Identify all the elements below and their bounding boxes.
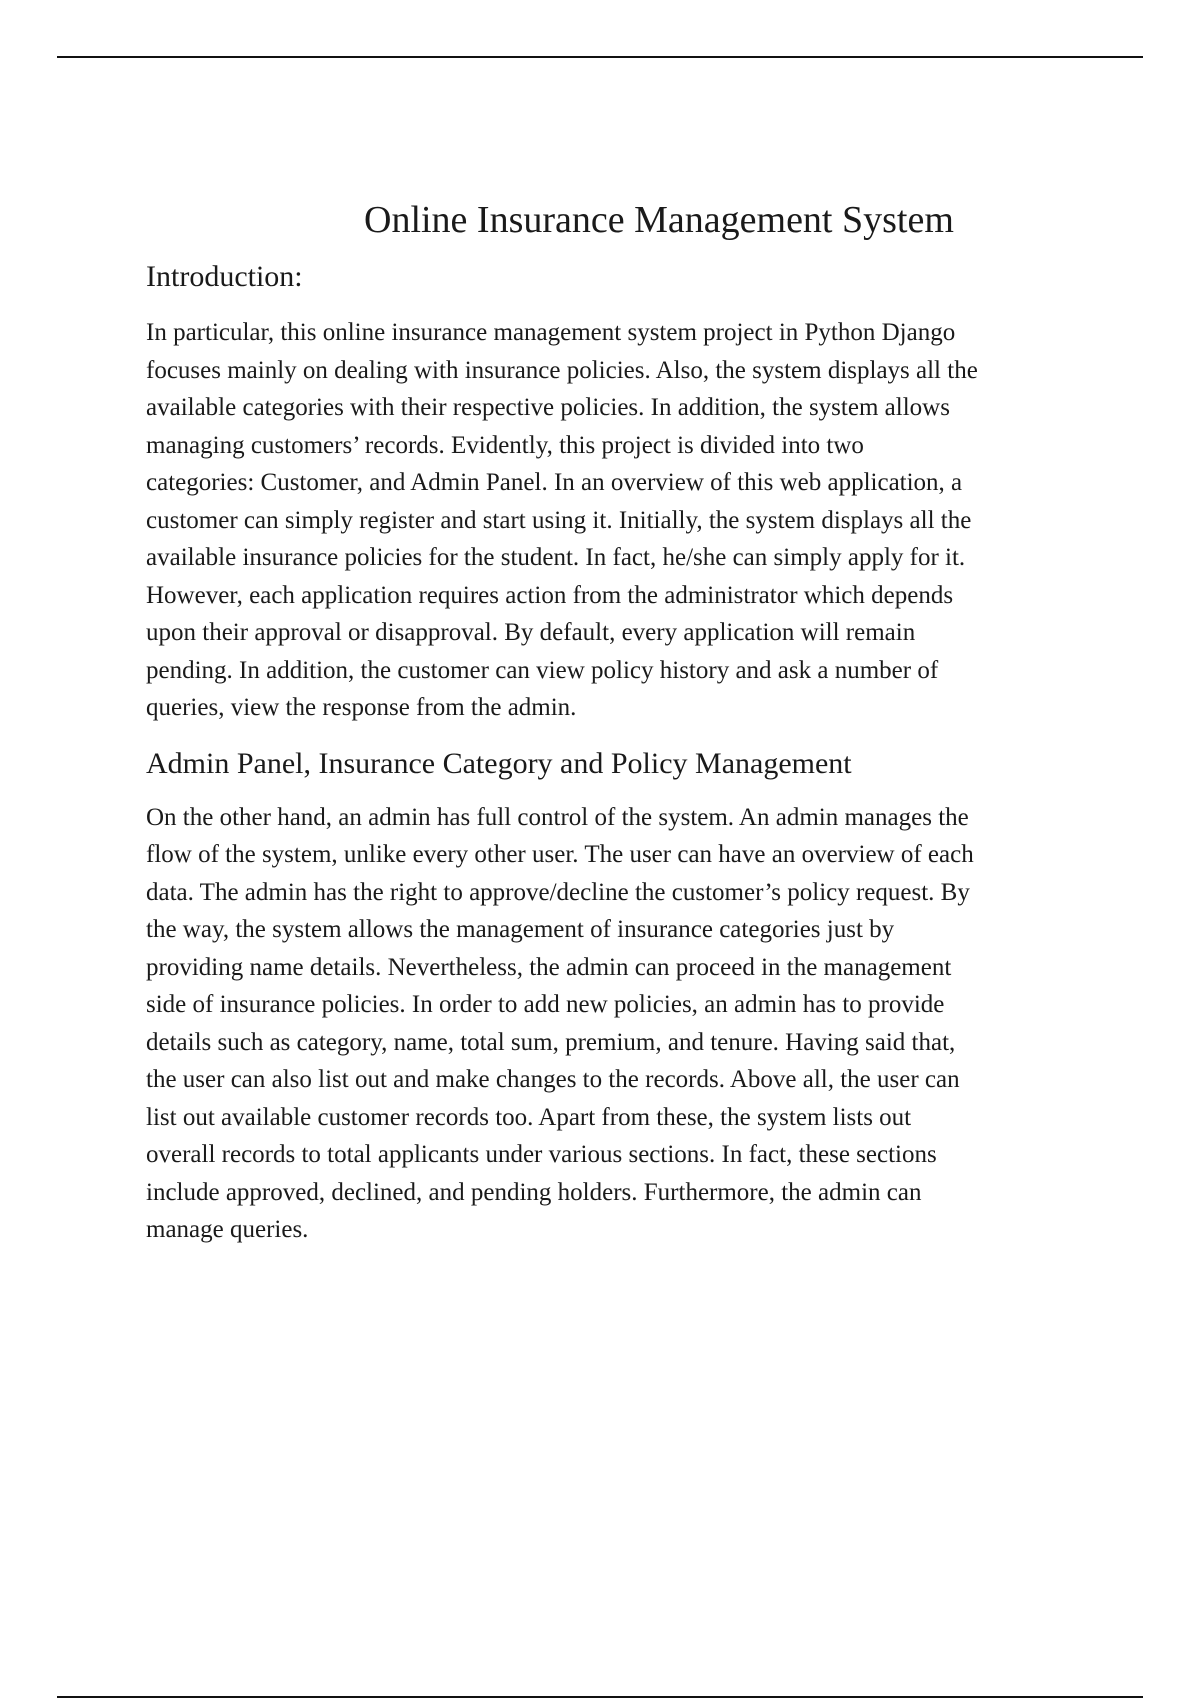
admin-panel-paragraph <box>146 799 1096 1249</box>
paragraph-line: side of insurance policies. In order to add new policies, an admin has to provide <box>146 991 945 1018</box>
paragraph-line: the way, the system allows the management of insurance categories just by <box>146 916 895 943</box>
paragraph-line: the user can also list out and make changes to the records. Above all, the user can <box>146 1066 960 1093</box>
paragraph-line: available insurance policies for the student. In fact, he/she can simply apply for it. <box>146 544 966 571</box>
document-title: Online Insurance Management System <box>364 199 954 241</box>
paragraph-line: data. The admin has the right to approve/decline the customer’s policy request. By <box>146 878 970 906</box>
paragraph-line: overall records to total applicants under various sections. In fact, these sections <box>146 1141 937 1168</box>
paragraph-line: pending. In addition, the customer can view policy history and ask a number of <box>146 656 939 684</box>
paragraph-line: queries, view the response from the admin. <box>146 694 577 721</box>
paragraph-line: However, each application requires action from the administrator which depends <box>146 581 954 609</box>
paragraph-line: providing name details. Nevertheless, the admin can proceed in the management <box>146 953 952 981</box>
paragraph-line: managing customers’ records. Evidently, this project is divided into two <box>146 431 864 459</box>
paragraph-line: In particular, this online insurance management system project in Python Django <box>146 319 956 346</box>
paragraph-line: list out available customer records too. Apart from these, the system lists out <box>146 1103 912 1131</box>
paragraph-line: details such as category, name, total sum, premium, and tenure. Having said that, <box>146 1028 956 1056</box>
top-rule <box>57 56 1143 58</box>
introduction-paragraph <box>146 314 1096 727</box>
introduction-heading: Introduction: <box>146 260 303 293</box>
document-body <box>146 192 1096 1249</box>
paragraph-line: upon their approval or disapproval. By default, every application will remain <box>146 619 916 646</box>
admin-panel-heading: Admin Panel, Insurance Category and Policy Management <box>146 746 852 780</box>
paragraph-line: manage queries. <box>146 1216 309 1243</box>
paragraph-line: available categories with their respective policies. In addition, the system allows <box>146 394 950 421</box>
paragraph-line: On the other hand, an admin has full control of the system. An admin manages the <box>146 803 969 831</box>
paragraph-line: categories: Customer, and Admin Panel. In an overview of this web application, a <box>146 469 963 496</box>
paragraph-line: customer can simply register and start using it. Initially, the system displays all the <box>146 506 972 534</box>
paragraph-line: include approved, declined, and pending holders. Furthermore, the admin can <box>146 1178 922 1206</box>
paragraph-line: flow of the system, unlike every other user. The user can have an overview of each <box>146 841 974 868</box>
bottom-rule <box>57 1696 1143 1698</box>
paragraph-line: focuses mainly on dealing with insurance policies. Also, the system displays all the <box>146 356 978 384</box>
